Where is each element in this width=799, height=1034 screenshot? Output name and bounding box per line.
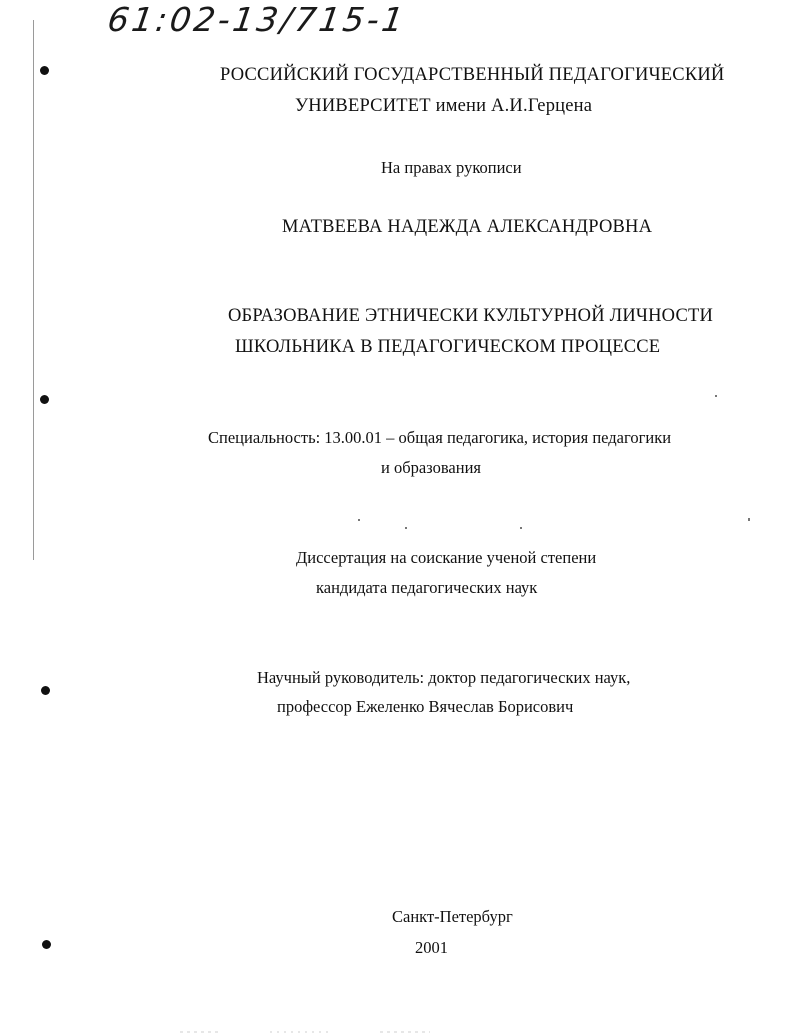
degree-line2: кандидата педагогических наук xyxy=(316,578,538,597)
dissertation-title-line1: ОБРАЗОВАНИЕ ЭТНИЧЕСКИ КУЛЬТУРНОЙ ЛИЧНОСТИ xyxy=(228,306,714,326)
scan-speck xyxy=(748,518,750,521)
degree-line1: Диссертация на соискание ученой степени xyxy=(296,548,597,567)
author-name: МАТВЕЕВА НАДЕЖДА АЛЕКСАНДРОВНА xyxy=(282,217,653,237)
binding-edge-line xyxy=(33,20,34,560)
university-name-line2: УНИВЕРСИТЕТ имени А.И.Герцена xyxy=(295,96,593,116)
bottom-scan-marks xyxy=(180,1028,440,1034)
scan-speck xyxy=(520,527,522,529)
archive-code: 61:02-13/715-1 xyxy=(105,0,409,39)
dissertation-title-line2: ШКОЛЬНИКА В ПЕДАГОГИЧЕСКОМ ПРОЦЕССЕ xyxy=(235,337,661,357)
manuscript-note: На правах рукописи xyxy=(381,158,522,177)
binding-hole-mark xyxy=(42,940,51,949)
city: Санкт-Петербург xyxy=(392,907,513,926)
binding-hole-mark xyxy=(40,395,49,404)
binding-hole-mark xyxy=(41,686,50,695)
specialty-line1: Специальность: 13.00.01 – общая педагогика, история педагогики xyxy=(208,428,672,447)
scan-speck xyxy=(358,519,360,521)
advisor-line2: профессор Ежеленко Вячеслав Борисович xyxy=(277,697,574,716)
scan-speck xyxy=(715,395,717,397)
advisor-line1: Научный руководитель: доктор педагогических наук, xyxy=(257,668,631,687)
scan-speck xyxy=(405,527,407,529)
binding-hole-mark xyxy=(40,66,49,75)
year: 2001 xyxy=(415,938,448,957)
specialty-line2: и образования xyxy=(381,458,481,477)
university-name-line1: РОССИЙСКИЙ ГОСУДАРСТВЕННЫЙ ПЕДАГОГИЧЕСКИЙ xyxy=(220,65,725,85)
